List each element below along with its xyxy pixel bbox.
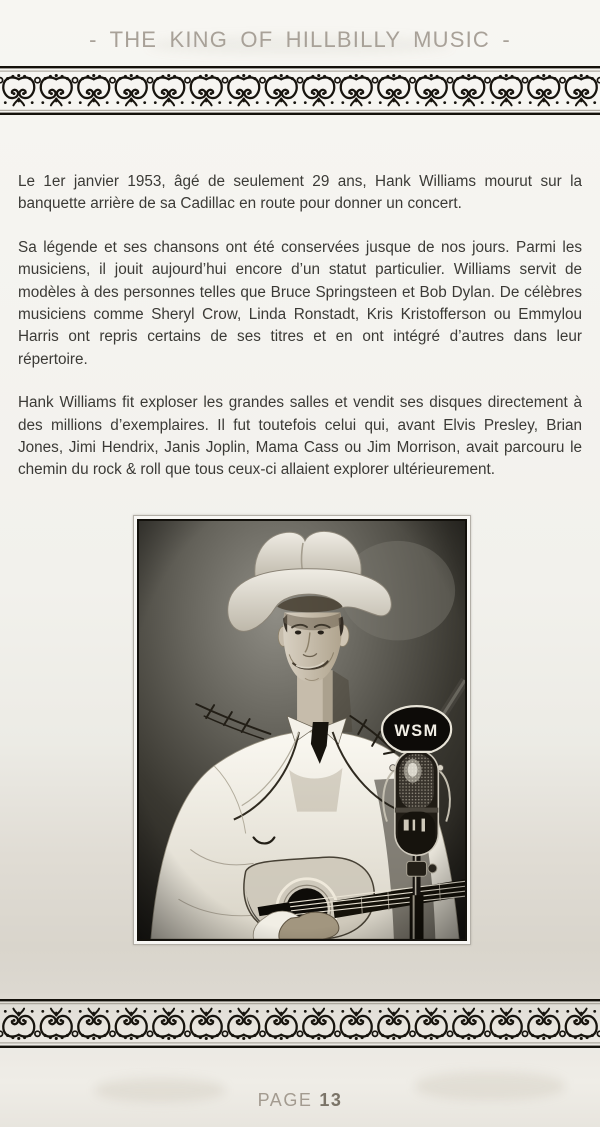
photo-vignette: [139, 521, 465, 939]
page-number: 13: [319, 1090, 343, 1110]
page-footer: [0, 1090, 600, 1111]
photo-frame: [133, 515, 471, 945]
paragraph-rocknroll: Hank Williams fit exploser les grandes salles et vendit ses disques directement à des millions d’exemplaires. Il fut toutefois celui qui, avant Elvis Presley, Brian Jones, Jimi Hendrix, Janis Joplin, Mama Cass ou Jim Morrison, avait parcouru le chemin du rock & roll que tous ceux-ci allaient explorer ultérieurement.: [18, 394, 582, 479]
paragraph-death: Le 1er janvier 1953, âgé de seulement 29 ans, Hank Williams mourut sur la banquette arrière de sa Cadillac en route pour donner un concert.: [18, 173, 582, 213]
scrollwork-pattern: [0, 66, 600, 116]
ornament-border-bottom: [0, 998, 600, 1048]
scrollwork-pattern: [0, 998, 600, 1048]
article-text: [18, 171, 582, 503]
page-title: - THE KING OF HILLBILLY MUSIC -: [89, 27, 511, 52]
ornament-border-top: [0, 66, 600, 116]
page-label: PAGE: [257, 1090, 313, 1110]
paragraph-legacy: Sa légende et ses chansons ont été conservées jusque de nos jours. Parmi les musiciens, il jouit aujourd’hui encore d’un statut particulier. Williams servit de modèles à des personnes telles que Bruce Springsteen et Bob Dylan. De célèbres musiciens comme Sheryl Crow, Linda Ronstadt, Kris Kristofferson ou Emmylou Harris ont repris certains de ses titres et en ont intégré d’autres dans leur répertoire.: [18, 238, 582, 368]
hank-williams-photo: [137, 519, 467, 941]
